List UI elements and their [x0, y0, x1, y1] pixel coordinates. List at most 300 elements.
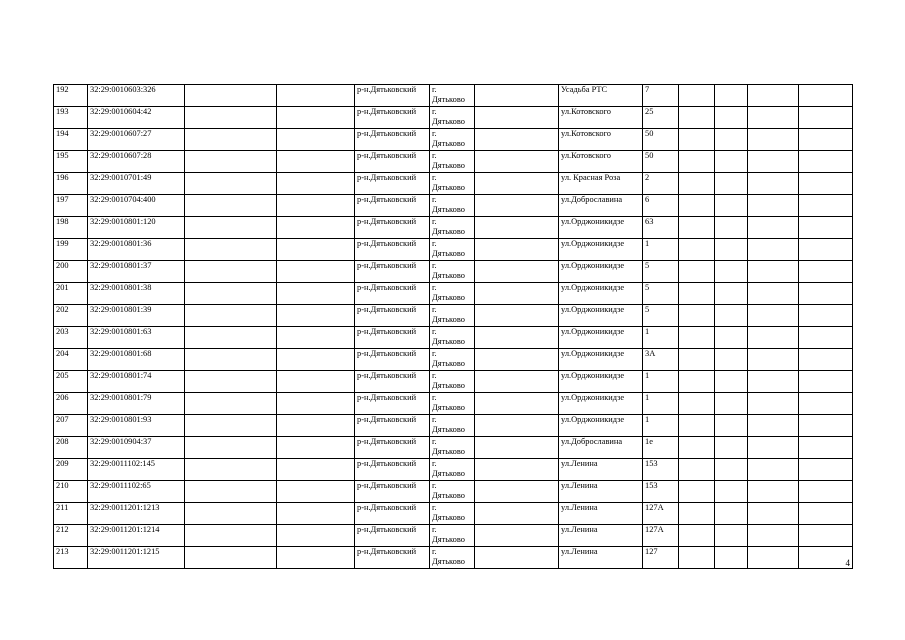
cell-district [355, 503, 430, 525]
cell-cadastral [88, 85, 185, 107]
cell-empty [748, 327, 799, 349]
cell-street [559, 217, 643, 239]
cell-street [559, 261, 643, 283]
cell-empty [185, 393, 277, 415]
cell-city [430, 547, 475, 569]
cell-empty [679, 437, 715, 459]
district: р-н.Дятьковский [357, 503, 417, 512]
city-prefix: г. [432, 371, 437, 380]
cadastral-number: 32:29:0010801:120 [90, 217, 156, 226]
cell-empty [277, 459, 355, 481]
cell-district [355, 415, 430, 437]
row-number: 206 [56, 393, 69, 402]
cell-empty [277, 151, 355, 173]
row-number: 208 [56, 437, 69, 446]
cell-num [54, 371, 88, 393]
cell-street [559, 393, 643, 415]
table-row [54, 327, 853, 349]
cell-empty [679, 459, 715, 481]
cell-house [643, 525, 679, 547]
cell-cadastral [88, 393, 185, 415]
row-number: 200 [56, 261, 69, 270]
house-number: 5 [645, 305, 650, 314]
house-number: 5 [645, 261, 650, 270]
cell-street [559, 305, 643, 327]
city-prefix: г. [432, 525, 437, 534]
cell-empty [185, 107, 277, 129]
city-prefix: г. [432, 173, 437, 182]
cell-district [355, 525, 430, 547]
street: ул. Красная Роза [561, 173, 621, 182]
cell-house [643, 129, 679, 151]
cadastral-number: 32:29:0011201:1214 [90, 525, 160, 534]
cell-house [643, 195, 679, 217]
street: ул.Котовского [561, 129, 611, 138]
cell-last [799, 547, 853, 569]
cell-empty [715, 129, 748, 151]
cell-empty [475, 547, 559, 569]
cell-empty [277, 305, 355, 327]
cell-house [643, 327, 679, 349]
cell-empty [185, 525, 277, 547]
cell-empty [748, 195, 799, 217]
district: р-н.Дятьковский [357, 217, 417, 226]
cell-empty [185, 239, 277, 261]
house-number: 50 [645, 151, 654, 160]
row-number: 202 [56, 305, 69, 314]
cell-last [799, 129, 853, 151]
house-number: 1 [645, 239, 650, 248]
table-row [54, 129, 853, 151]
table-row [54, 349, 853, 371]
cell-empty [475, 393, 559, 415]
cell-empty [277, 393, 355, 415]
cell-city [430, 305, 475, 327]
district: р-н.Дятьковский [357, 305, 417, 314]
city-name: Дятьково [432, 293, 465, 302]
table-row [54, 525, 853, 547]
cell-empty [679, 525, 715, 547]
cell-house [643, 481, 679, 503]
cell-empty [715, 195, 748, 217]
street: ул.Доброславина [561, 195, 623, 204]
cell-last [799, 437, 853, 459]
city-name: Дятьково [432, 425, 465, 434]
cell-empty [475, 459, 559, 481]
cell-house [643, 217, 679, 239]
cell-empty [679, 129, 715, 151]
cell-empty [748, 283, 799, 305]
city-prefix: г. [432, 349, 437, 358]
cell-empty [475, 217, 559, 239]
cell-cadastral [88, 459, 185, 481]
cell-city [430, 283, 475, 305]
table-row [54, 459, 853, 481]
district: р-н.Дятьковский [357, 107, 417, 116]
cadastral-number: 32:29:0010801:63 [90, 327, 152, 336]
cell-empty [185, 459, 277, 481]
cell-empty [185, 481, 277, 503]
cell-city [430, 327, 475, 349]
cell-empty [679, 107, 715, 129]
cell-street [559, 129, 643, 151]
cell-house [643, 503, 679, 525]
cell-cadastral [88, 107, 185, 129]
cadastral-number: 32:29:0011201:1213 [90, 503, 160, 512]
cell-empty [277, 371, 355, 393]
cell-empty [475, 481, 559, 503]
cadastral-number: 32:29:0010603:326 [90, 85, 156, 94]
cell-empty [748, 393, 799, 415]
table-row [54, 107, 853, 129]
street: ул.Ленина [561, 459, 598, 468]
cell-empty [475, 503, 559, 525]
cell-city [430, 239, 475, 261]
cell-empty [277, 85, 355, 107]
district: р-н.Дятьковский [357, 129, 417, 138]
cell-cadastral [88, 305, 185, 327]
city-name: Дятьково [432, 337, 465, 346]
cell-house [643, 151, 679, 173]
cell-num [54, 129, 88, 151]
street: ул.Орджоникидзе [561, 239, 625, 248]
table-row [54, 371, 853, 393]
cell-cadastral [88, 217, 185, 239]
cadastral-number: 32:29:0010801:79 [90, 393, 152, 402]
cell-district [355, 327, 430, 349]
cell-empty [679, 371, 715, 393]
cell-empty [185, 415, 277, 437]
cell-cadastral [88, 525, 185, 547]
cell-district [355, 151, 430, 173]
cell-last [799, 305, 853, 327]
cell-city [430, 459, 475, 481]
cell-empty [475, 415, 559, 437]
cell-street [559, 85, 643, 107]
cell-empty [277, 283, 355, 305]
cell-empty [748, 503, 799, 525]
cadastral-number: 32:29:0010801:38 [90, 283, 152, 292]
cell-empty [715, 85, 748, 107]
cell-empty [277, 129, 355, 151]
cell-num [54, 217, 88, 239]
cell-empty [715, 305, 748, 327]
cell-empty [748, 151, 799, 173]
street: ул.Орджоникидзе [561, 261, 625, 270]
cell-district [355, 107, 430, 129]
cell-street [559, 195, 643, 217]
city-name: Дятьково [432, 535, 465, 544]
cell-cadastral [88, 371, 185, 393]
street: ул.Доброславина [561, 437, 623, 446]
district: р-н.Дятьковский [357, 327, 417, 336]
cell-last [799, 327, 853, 349]
city-prefix: г. [432, 261, 437, 270]
cell-cadastral [88, 173, 185, 195]
cell-num [54, 393, 88, 415]
cell-city [430, 371, 475, 393]
house-number: 2 [645, 173, 650, 182]
table-row [54, 239, 853, 261]
cell-empty [715, 459, 748, 481]
table-row [54, 195, 853, 217]
house-number: 1е [645, 437, 653, 446]
house-number: 1 [645, 415, 650, 424]
cell-district [355, 437, 430, 459]
cell-empty [185, 151, 277, 173]
cell-house [643, 283, 679, 305]
cell-empty [715, 547, 748, 569]
cell-empty [185, 327, 277, 349]
district: р-н.Дятьковский [357, 371, 417, 380]
cell-empty [748, 305, 799, 327]
cell-street [559, 503, 643, 525]
cell-cadastral [88, 349, 185, 371]
cell-last [799, 107, 853, 129]
cell-last [799, 173, 853, 195]
cell-cadastral [88, 195, 185, 217]
cell-last [799, 393, 853, 415]
house-number: 6 [645, 195, 650, 204]
city-prefix: г. [432, 217, 437, 226]
street: ул.Орджоникидзе [561, 393, 625, 402]
cell-city [430, 393, 475, 415]
table-row [54, 481, 853, 503]
city-prefix: г. [432, 415, 437, 424]
cell-house [643, 107, 679, 129]
cell-empty [277, 327, 355, 349]
cell-empty [475, 85, 559, 107]
cell-cadastral [88, 481, 185, 503]
cell-num [54, 415, 88, 437]
cadastral-number: 32:29:0011201:1215 [90, 547, 160, 556]
cell-empty [715, 327, 748, 349]
cell-empty [679, 547, 715, 569]
cell-empty [748, 415, 799, 437]
cell-empty [748, 547, 799, 569]
cell-empty [715, 239, 748, 261]
cell-num [54, 85, 88, 107]
cell-empty [185, 261, 277, 283]
city-prefix: г. [432, 239, 437, 248]
cell-district [355, 195, 430, 217]
cell-district [355, 283, 430, 305]
district: р-н.Дятьковский [357, 525, 417, 534]
row-number: 205 [56, 371, 69, 380]
cell-house [643, 349, 679, 371]
cell-empty [185, 371, 277, 393]
cell-empty [715, 217, 748, 239]
street: ул.Ленина [561, 547, 598, 556]
cell-empty [748, 107, 799, 129]
cell-house [643, 393, 679, 415]
cell-empty [277, 547, 355, 569]
row-number: 196 [56, 173, 69, 182]
cadastral-number: 32:29:0011102:65 [90, 481, 151, 490]
cell-last [799, 283, 853, 305]
cell-city [430, 481, 475, 503]
city-prefix: г. [432, 503, 437, 512]
cell-empty [475, 261, 559, 283]
cell-empty [277, 437, 355, 459]
district: р-н.Дятьковский [357, 173, 417, 182]
cell-cadastral [88, 239, 185, 261]
cell-empty [185, 129, 277, 151]
house-number: 50 [645, 129, 654, 138]
cell-cadastral [88, 283, 185, 305]
district: р-н.Дятьковский [357, 195, 417, 204]
city-prefix: г. [432, 305, 437, 314]
row-number: 213 [56, 547, 69, 556]
cell-district [355, 217, 430, 239]
cell-empty [277, 349, 355, 371]
cell-empty [277, 195, 355, 217]
house-number: 1 [645, 371, 650, 380]
street: ул.Ленина [561, 481, 598, 490]
street: ул.Орджоникидзе [561, 349, 625, 358]
cell-empty [715, 503, 748, 525]
cell-empty [475, 349, 559, 371]
cell-num [54, 239, 88, 261]
table-row [54, 547, 853, 569]
street: ул.Орджоникидзе [561, 371, 625, 380]
city-prefix: г. [432, 195, 437, 204]
cell-num [54, 525, 88, 547]
cell-empty [748, 459, 799, 481]
cell-street [559, 525, 643, 547]
cell-empty [748, 261, 799, 283]
cell-empty [715, 283, 748, 305]
cadastral-number: 32:29:0010701:49 [90, 173, 152, 182]
city-prefix: г. [432, 129, 437, 138]
cell-district [355, 261, 430, 283]
cell-city [430, 503, 475, 525]
cell-empty [715, 261, 748, 283]
table-row [54, 217, 853, 239]
cell-num [54, 503, 88, 525]
cell-empty [277, 217, 355, 239]
cell-empty [748, 173, 799, 195]
cadastral-number: 32:29:0010607:27 [90, 129, 152, 138]
street: Усадьба РТС [561, 85, 608, 94]
city-name: Дятьково [432, 447, 465, 456]
cell-empty [475, 239, 559, 261]
cell-empty [715, 173, 748, 195]
city-name: Дятьково [432, 513, 465, 522]
cell-num [54, 459, 88, 481]
cell-empty [185, 217, 277, 239]
cell-street [559, 349, 643, 371]
street: ул.Орджоникидзе [561, 217, 625, 226]
cell-cadastral [88, 327, 185, 349]
cell-empty [277, 415, 355, 437]
district: р-н.Дятьковский [357, 481, 417, 490]
cell-district [355, 305, 430, 327]
cell-last [799, 481, 853, 503]
city-name: Дятьково [432, 227, 465, 236]
cell-empty [185, 85, 277, 107]
cell-house [643, 547, 679, 569]
cell-city [430, 349, 475, 371]
cell-city [430, 85, 475, 107]
city-name: Дятьково [432, 381, 465, 390]
cell-empty [715, 107, 748, 129]
cell-last [799, 459, 853, 481]
cell-last [799, 261, 853, 283]
row-number: 212 [56, 525, 69, 534]
row-number: 193 [56, 107, 69, 116]
cell-house [643, 85, 679, 107]
cell-empty [475, 371, 559, 393]
cell-street [559, 437, 643, 459]
city-name: Дятьково [432, 403, 465, 412]
cadastral-number: 32:29:0010801:39 [90, 305, 152, 314]
district: р-н.Дятьковский [357, 547, 417, 556]
city-name: Дятьково [432, 249, 465, 258]
cell-num [54, 305, 88, 327]
cell-last [799, 239, 853, 261]
cell-empty [185, 283, 277, 305]
row-number: 211 [56, 503, 69, 512]
cell-empty [748, 129, 799, 151]
cell-empty [748, 371, 799, 393]
cell-last [799, 415, 853, 437]
cadastral-number: 32:29:0010801:36 [90, 239, 152, 248]
cell-empty [679, 217, 715, 239]
cell-num [54, 437, 88, 459]
cell-empty [475, 525, 559, 547]
city-name: Дятьково [432, 469, 465, 478]
cell-num [54, 151, 88, 173]
cell-cadastral [88, 503, 185, 525]
city-name: Дятьково [432, 183, 465, 192]
cell-empty [185, 437, 277, 459]
cell-empty [475, 173, 559, 195]
city-prefix: г. [432, 151, 437, 160]
cell-city [430, 173, 475, 195]
cell-empty [679, 481, 715, 503]
cell-empty [748, 481, 799, 503]
cell-empty [475, 437, 559, 459]
cell-empty [277, 525, 355, 547]
city-name: Дятьково [432, 161, 465, 170]
table-row [54, 305, 853, 327]
cell-city [430, 437, 475, 459]
cell-cadastral [88, 261, 185, 283]
cell-district [355, 547, 430, 569]
cell-num [54, 349, 88, 371]
registry-table [53, 84, 853, 569]
row-number: 198 [56, 217, 69, 226]
cell-city [430, 261, 475, 283]
table-row [54, 151, 853, 173]
cell-district [355, 371, 430, 393]
city-prefix: г. [432, 107, 437, 116]
cell-empty [475, 151, 559, 173]
last-column-value: 4 [845, 558, 850, 568]
cell-empty [679, 283, 715, 305]
cell-house [643, 415, 679, 437]
street: ул.Орджоникидзе [561, 305, 625, 314]
cell-cadastral [88, 415, 185, 437]
cell-num [54, 327, 88, 349]
house-number: 25 [645, 107, 654, 116]
district: р-н.Дятьковский [357, 261, 417, 270]
cell-street [559, 283, 643, 305]
street: ул.Орджоникидзе [561, 415, 625, 424]
cell-city [430, 525, 475, 547]
cell-empty [185, 173, 277, 195]
